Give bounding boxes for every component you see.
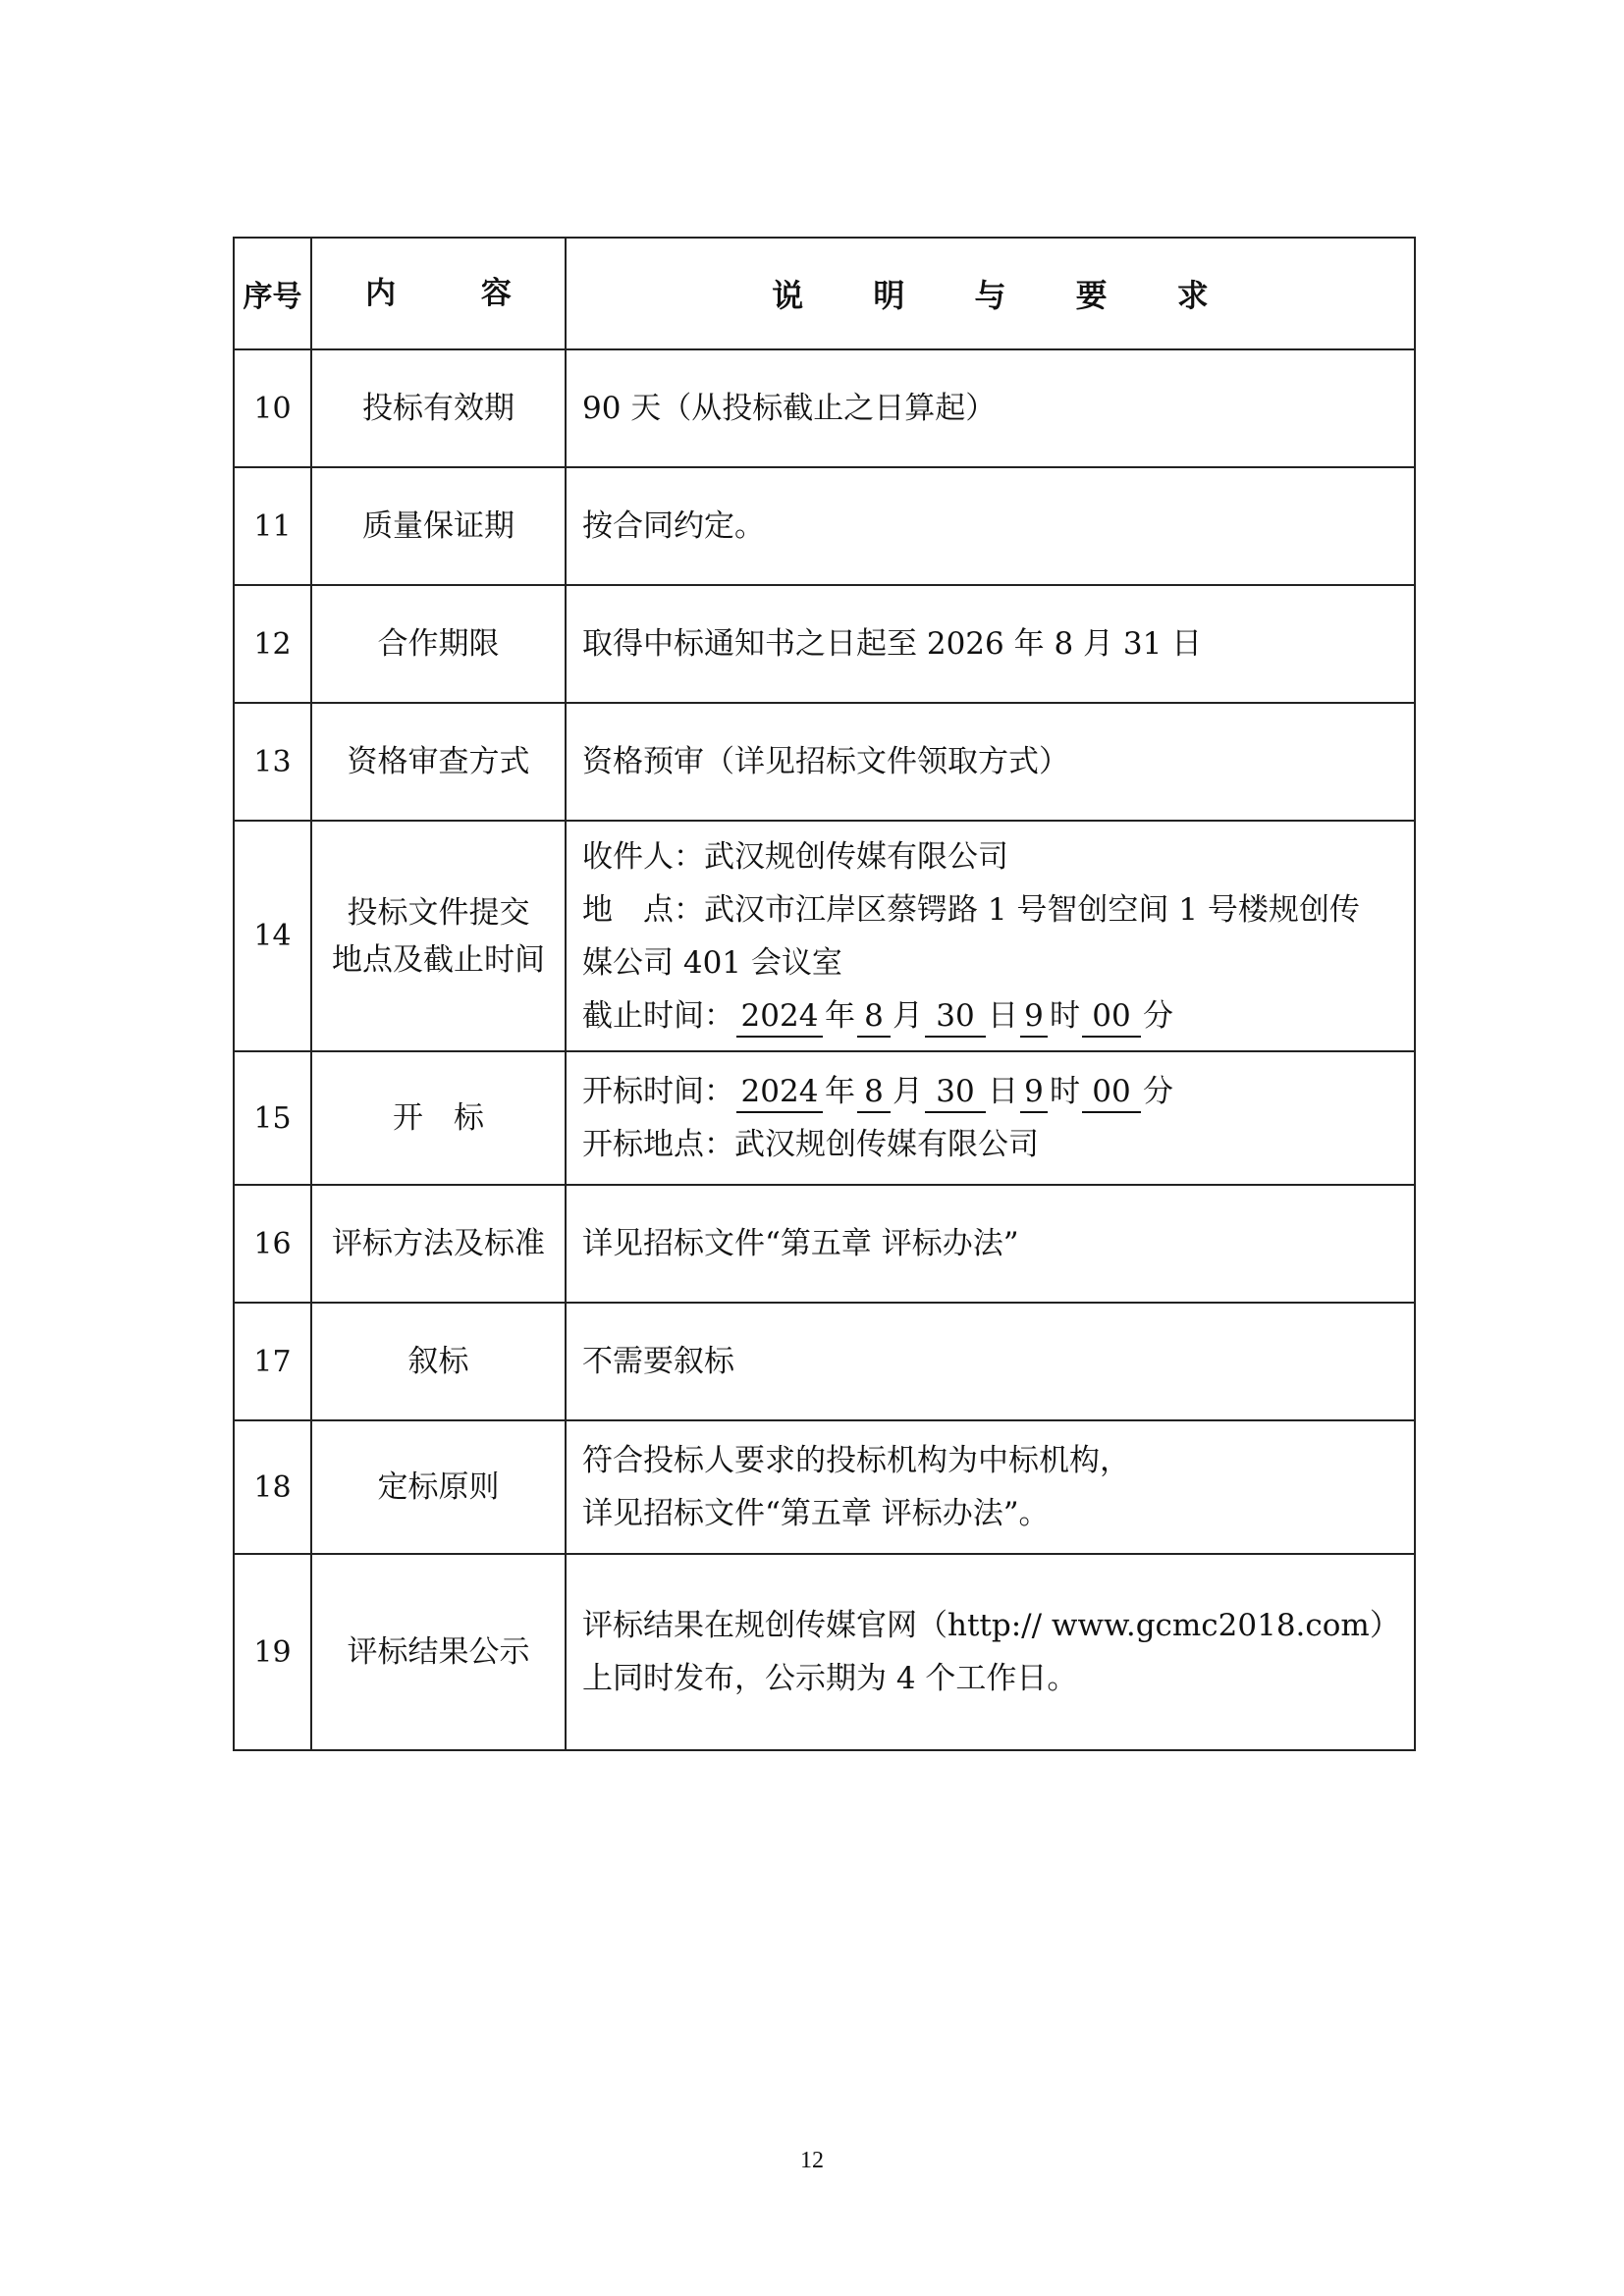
row-desc: 90 天（从投标截止之日算起）	[566, 349, 1415, 467]
table-row	[234, 585, 1415, 703]
row-item: 合作期限	[311, 585, 566, 703]
row-item: 资格审查方式	[311, 703, 566, 821]
header-no: 序号	[234, 238, 311, 349]
row-no: 13	[234, 703, 311, 821]
row-desc: 详见招标文件“第五章 评标办法”	[566, 1185, 1415, 1303]
row-desc: 按合同约定。	[566, 467, 1415, 585]
table-row	[234, 349, 1415, 467]
table-row	[234, 821, 1415, 1051]
row-desc: 开标时间： 2024 年 8 月 30 日 9 时 00 分 开标地点：武汉规创传媒有限公司	[566, 1051, 1415, 1185]
table-header-row	[234, 238, 1415, 349]
header-item: 内 容	[311, 238, 566, 349]
row-no: 15	[234, 1051, 311, 1185]
row-desc: 收件人：武汉规创传媒有限公司 地 点：武汉市江岸区蔡锷路 1 号智创空间 1 号楼规创传 媒公司 401 会议室 截止时间： 2024 年 8 月 30 日 9 时 00 分	[566, 821, 1415, 1051]
row-item: 投标有效期	[311, 349, 566, 467]
row-no: 12	[234, 585, 311, 703]
table-row	[234, 1185, 1415, 1303]
table-row	[234, 467, 1415, 585]
row-item: 定标原则	[311, 1420, 566, 1554]
row-no: 18	[234, 1420, 311, 1554]
row-item: 叙标	[311, 1303, 566, 1420]
page-number: 12	[800, 2148, 824, 2173]
row-no: 16	[234, 1185, 311, 1303]
row-no: 14	[234, 821, 311, 1051]
row-item: 投标文件提交 地点及截止时间	[311, 821, 566, 1051]
row-desc: 资格预审（详见招标文件领取方式）	[566, 703, 1415, 821]
row-item: 评标方法及标准	[311, 1185, 566, 1303]
opening-time-line: 开标时间： 2024 年 8 月 30 日 9 时 00 分	[582, 1065, 1404, 1118]
row-desc: 不需要叙标	[566, 1303, 1415, 1420]
row-item: 开 标	[311, 1051, 566, 1185]
table-row	[234, 1303, 1415, 1420]
table-row	[234, 1051, 1415, 1185]
requirements-table	[233, 237, 1416, 1751]
table-row	[234, 703, 1415, 821]
row-no: 19	[234, 1554, 311, 1750]
row-item: 评标结果公示	[311, 1554, 566, 1750]
row-item: 质量保证期	[311, 467, 566, 585]
table-row	[234, 1420, 1415, 1554]
row-no: 11	[234, 467, 311, 585]
row-no: 10	[234, 349, 311, 467]
row-desc: 取得中标通知书之日起至 2026 年 8 月 31 日	[566, 585, 1415, 703]
row-no: 17	[234, 1303, 311, 1420]
row-desc: 符合投标人要求的投标机构为中标机构， 详见招标文件“第五章 评标办法”。	[566, 1420, 1415, 1554]
table-row	[234, 1554, 1415, 1750]
row-desc: 评标结果在规创传媒官网（http:// www.gcmc2018.com） 上同时发布，公示期为 4 个工作日。	[566, 1554, 1415, 1750]
header-desc: 说 明 与 要 求	[566, 238, 1415, 349]
deadline-line: 截止时间： 2024 年 8 月 30 日 9 时 00 分	[582, 989, 1404, 1042]
